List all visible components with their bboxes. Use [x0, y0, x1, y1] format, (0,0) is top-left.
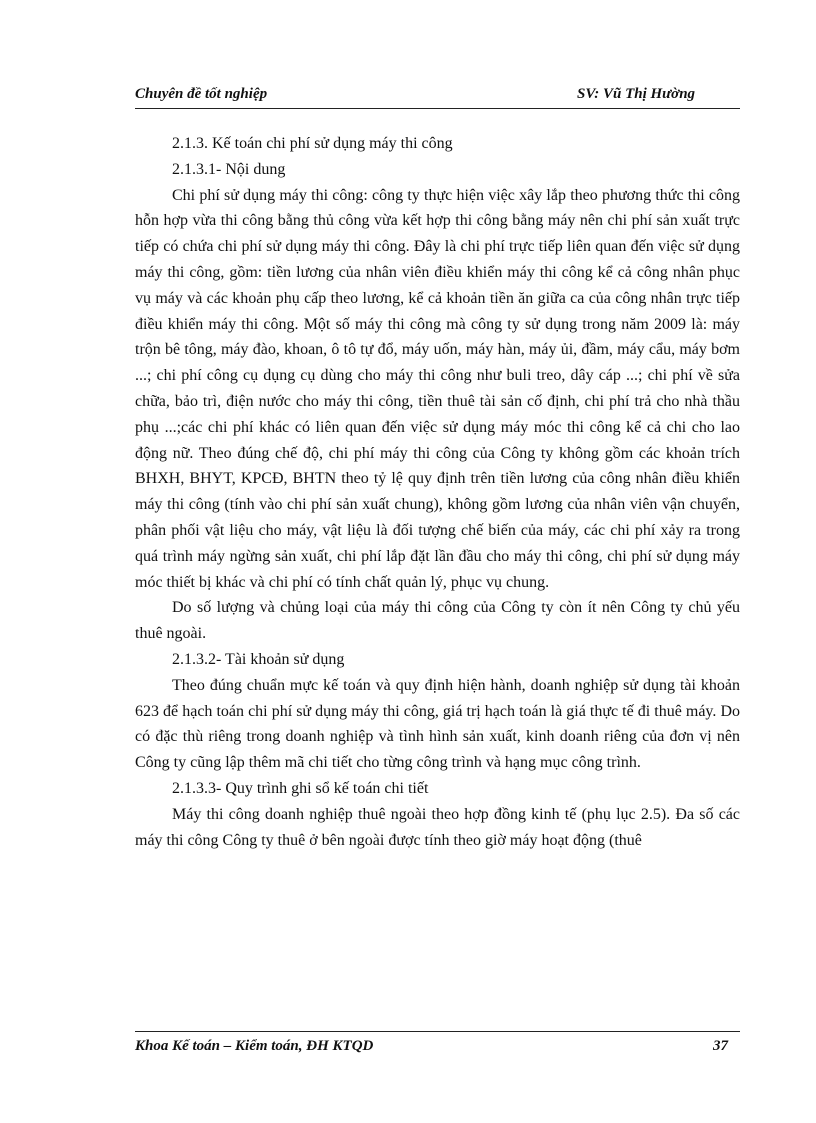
header-rule: [135, 108, 740, 109]
paragraph: Máy thi công doanh nghiệp thuê ngoài theo hợp đồng kinh tế (phụ lục 2.5). Đa số các máy thi công Công ty thuê ở bên ngoài được tính theo giờ máy hoạt động (thuê: [135, 805, 740, 849]
footer-faculty: Khoa Kế toán – Kiểm toán, ĐH KTQD: [135, 1038, 374, 1054]
paragraph: Theo đúng chuẩn mực kế toán và quy định hiện hành, doanh nghiệp sử dụng tài khoản 623 để hạch toán chi phí sử dụng máy thi công, giá trị hạch toán là giá thực tế đi thuê máy. Do có đặc thù riêng trong doanh nghiệp và tình hình sản xuất, kinh doanh riêng của đơn vị nên Công ty cũng lập thêm mã chi tiết cho từng công trình và hạng mục công trình.: [135, 676, 740, 772]
page-footer: [135, 1038, 740, 1060]
section-heading: 2.1.3. Kế toán chi phí sử dụng máy thi công: [172, 135, 453, 152]
subsection-heading: 2.1.3.1- Nội dung: [172, 160, 286, 178]
page-number: 37: [713, 1038, 728, 1054]
subsection-heading: 2.1.3.2- Tài khoản sử dụng: [172, 650, 345, 668]
header-student-name: SV: Vũ Thị Hường: [577, 86, 696, 102]
subsection-heading: 2.1.3.3- Quy trình ghi sổ kế toán chi tiết: [172, 779, 429, 797]
page-body: [135, 131, 740, 853]
header-thesis-title: Chuyên đề tốt nghiệp: [135, 86, 268, 102]
paragraph: Do số lượng và chủng loại của máy thi công của Công ty còn ít nên Công ty chủ yếu thuê ngoài.: [135, 599, 740, 643]
page-header: [135, 86, 740, 108]
paragraph: Chi phí sử dụng máy thi công: công ty thực hiện việc xây lắp theo phương thức thi công hỗn hợp vừa thi công bằng thủ công vừa kết hợp thi công bằng máy nên chi phí sản xuất trực tiếp có chứa chi phí sử dụng máy thi công. Đây là chi phí trực tiếp liên quan đến việc sử dụng máy thi công, gồm: tiền lương của nhân viên điều khiển máy thi công kể cả công nhân phục vụ máy và các khoản phụ cấp theo lương, kể cả khoản tiền ăn giữa ca của công nhân trực tiếp điều khiển máy thi công. Một số máy thi công mà công ty sử dụng trong năm 2009 là: máy trộn bê tông, máy đào, khoan, ô tô tự đổ, máy uốn, máy hàn, máy ủi, đầm, máy cẩu, máy bơm ...; chi phí công cụ dụng cụ dùng cho máy thi công như buli treo, dây cáp ...; chi phí về sửa chữa, bảo trì, điện nước cho máy thi công, tiền thuê tài sản cố định, chi phí trả cho nhà thầu phụ ...;các chi phí khác có liên quan đến việc sử dụng máy móc thi công kể cả chi cho lao động nữ. Theo đúng chế độ, chi phí máy thi công của Công ty không gồm các khoản trích BHXH, BHYT, KPCĐ, BHTN theo tỷ lệ quy định trên tiền lương của công nhân điều khiển máy thi công (tính vào chi phí sản xuất chung), không gồm lương của nhân viên vận chuyển, phân phối vật liệu cho máy, vật liệu là đối tượng chế biến của máy, các chi phí xảy ra trong quá trình máy ngừng sản xuất, chi phí lắp đặt lần đầu cho máy thi công, chi phí sử dụng máy móc thiết bị khác và chi phí có tính chất quản lý, phục vụ chung.: [135, 186, 740, 591]
footer-rule: [135, 1031, 740, 1032]
